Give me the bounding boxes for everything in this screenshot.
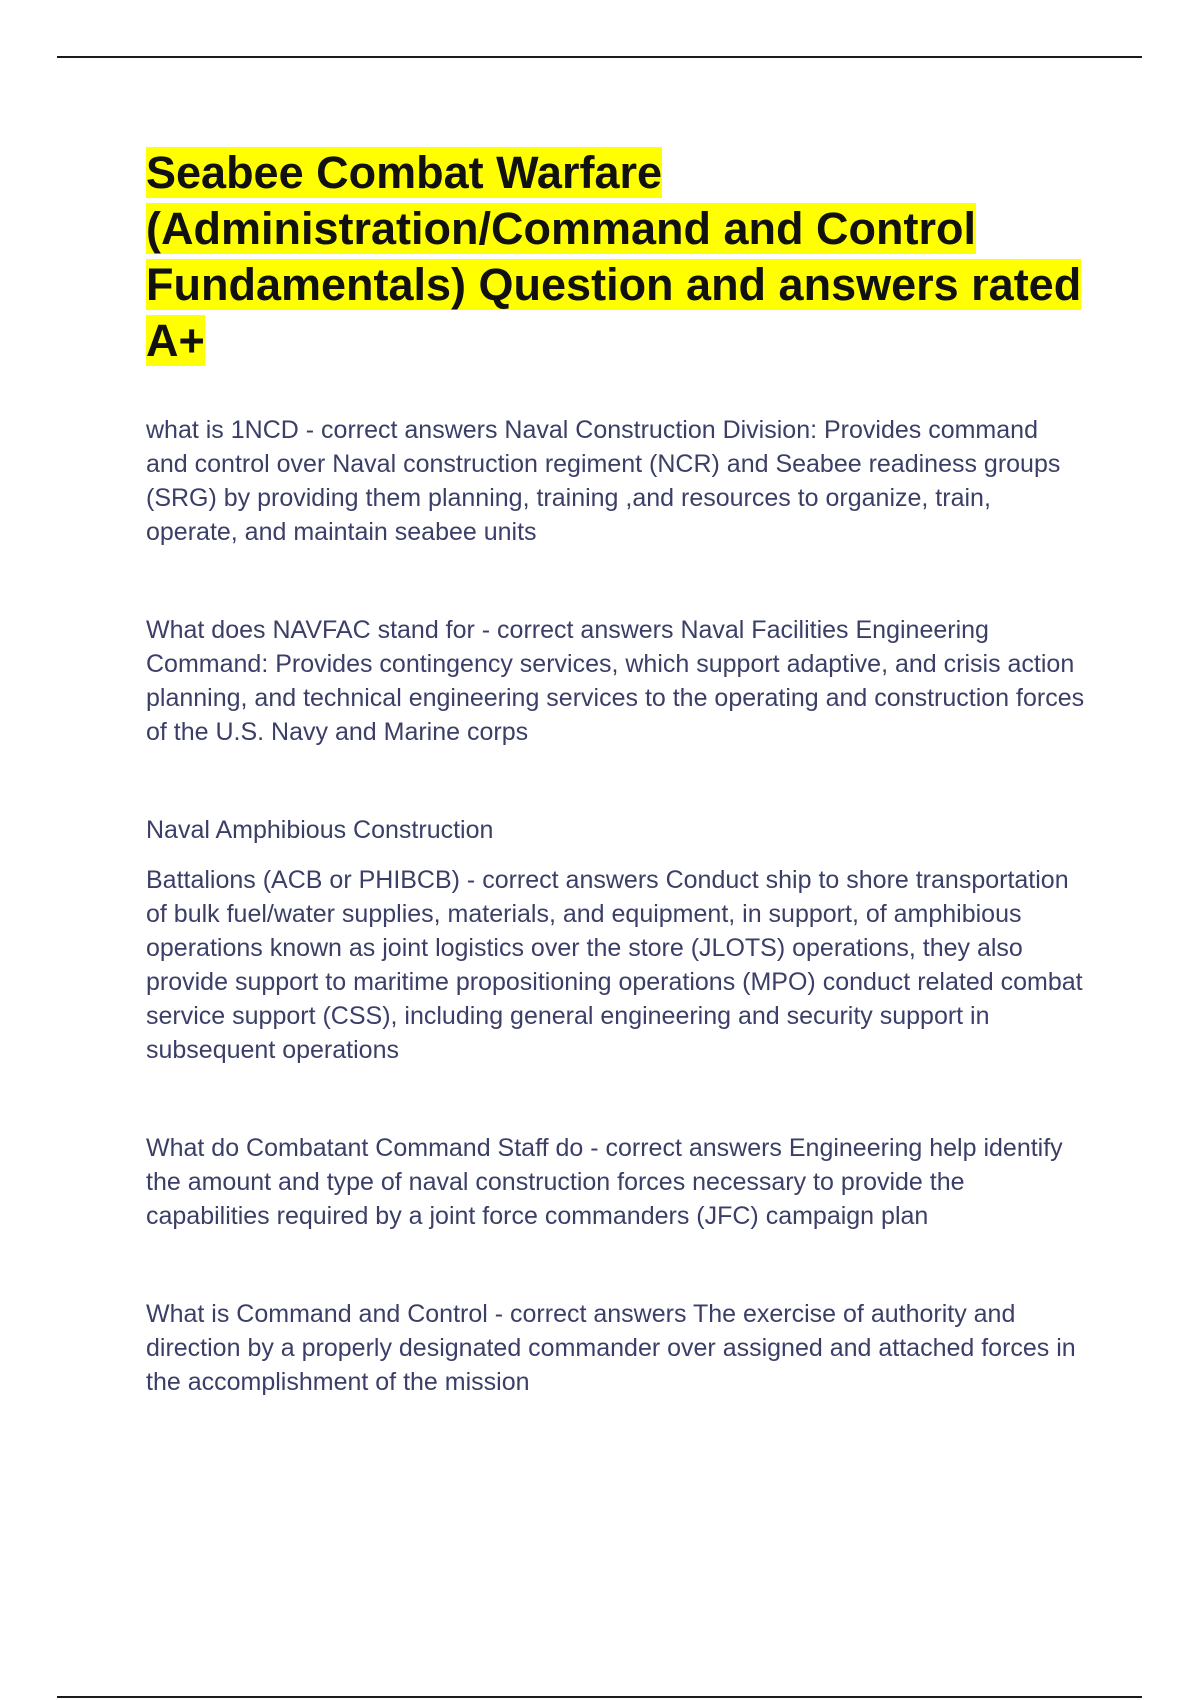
document-body: [146, 145, 1086, 1399]
top-rule: [57, 56, 1142, 58]
qa-entry-navfac: What does NAVFAC stand for - correct answers Naval Facilities Engineering Command: Provides contingency services, which support adaptive, and crisis action planning, and technical engineering services to the operating and construction forces of the U.S. Navy and Marine corps: [146, 616, 1085, 746]
bottom-rule: [57, 1696, 1142, 1698]
qa-entry-amphibious-question: Naval Amphibious Construction: [146, 816, 494, 844]
title-highlight: Seabee Combat Warfare (Administration/Command and Control Fundamentals) Question and answers rated A+: [146, 147, 1082, 366]
qa-entry-amphibious-answer: Battalions (ACB or PHIBCB) - correct answers Conduct ship to shore transportation of bulk fuel/water supplies, materials, and equipment, in support, of amphibious operations known as joint logistics over the store (JLOTS) operations, they also provide support to maritime propositioning operations (MPO) conduct related combat service support (CSS), including general engineering and security support in subsequent operations: [146, 866, 1083, 1064]
qa-list: [146, 413, 1086, 1399]
qa-entry-combatant-command: What do Combatant Command Staff do - correct answers Engineering help identify the amount and type of naval construction forces necessary to provide the capabilities required by a joint force commanders (JFC) campaign plan: [146, 1134, 1063, 1230]
document-title: [146, 145, 1086, 369]
qa-entry-1ncd: what is 1NCD - correct answers Naval Construction Division: Provides command and control over Naval construction regiment (NCR) and Seabee readiness groups (SRG) by providing them planning, training ,and resources to organize, train, operate, and maintain seabee units: [146, 416, 1061, 546]
qa-entry-command-control: What is Command and Control - correct answers The exercise of authority and direction by a properly designated commander over assigned and attached forces in the accomplishment of the mission: [146, 1300, 1076, 1396]
